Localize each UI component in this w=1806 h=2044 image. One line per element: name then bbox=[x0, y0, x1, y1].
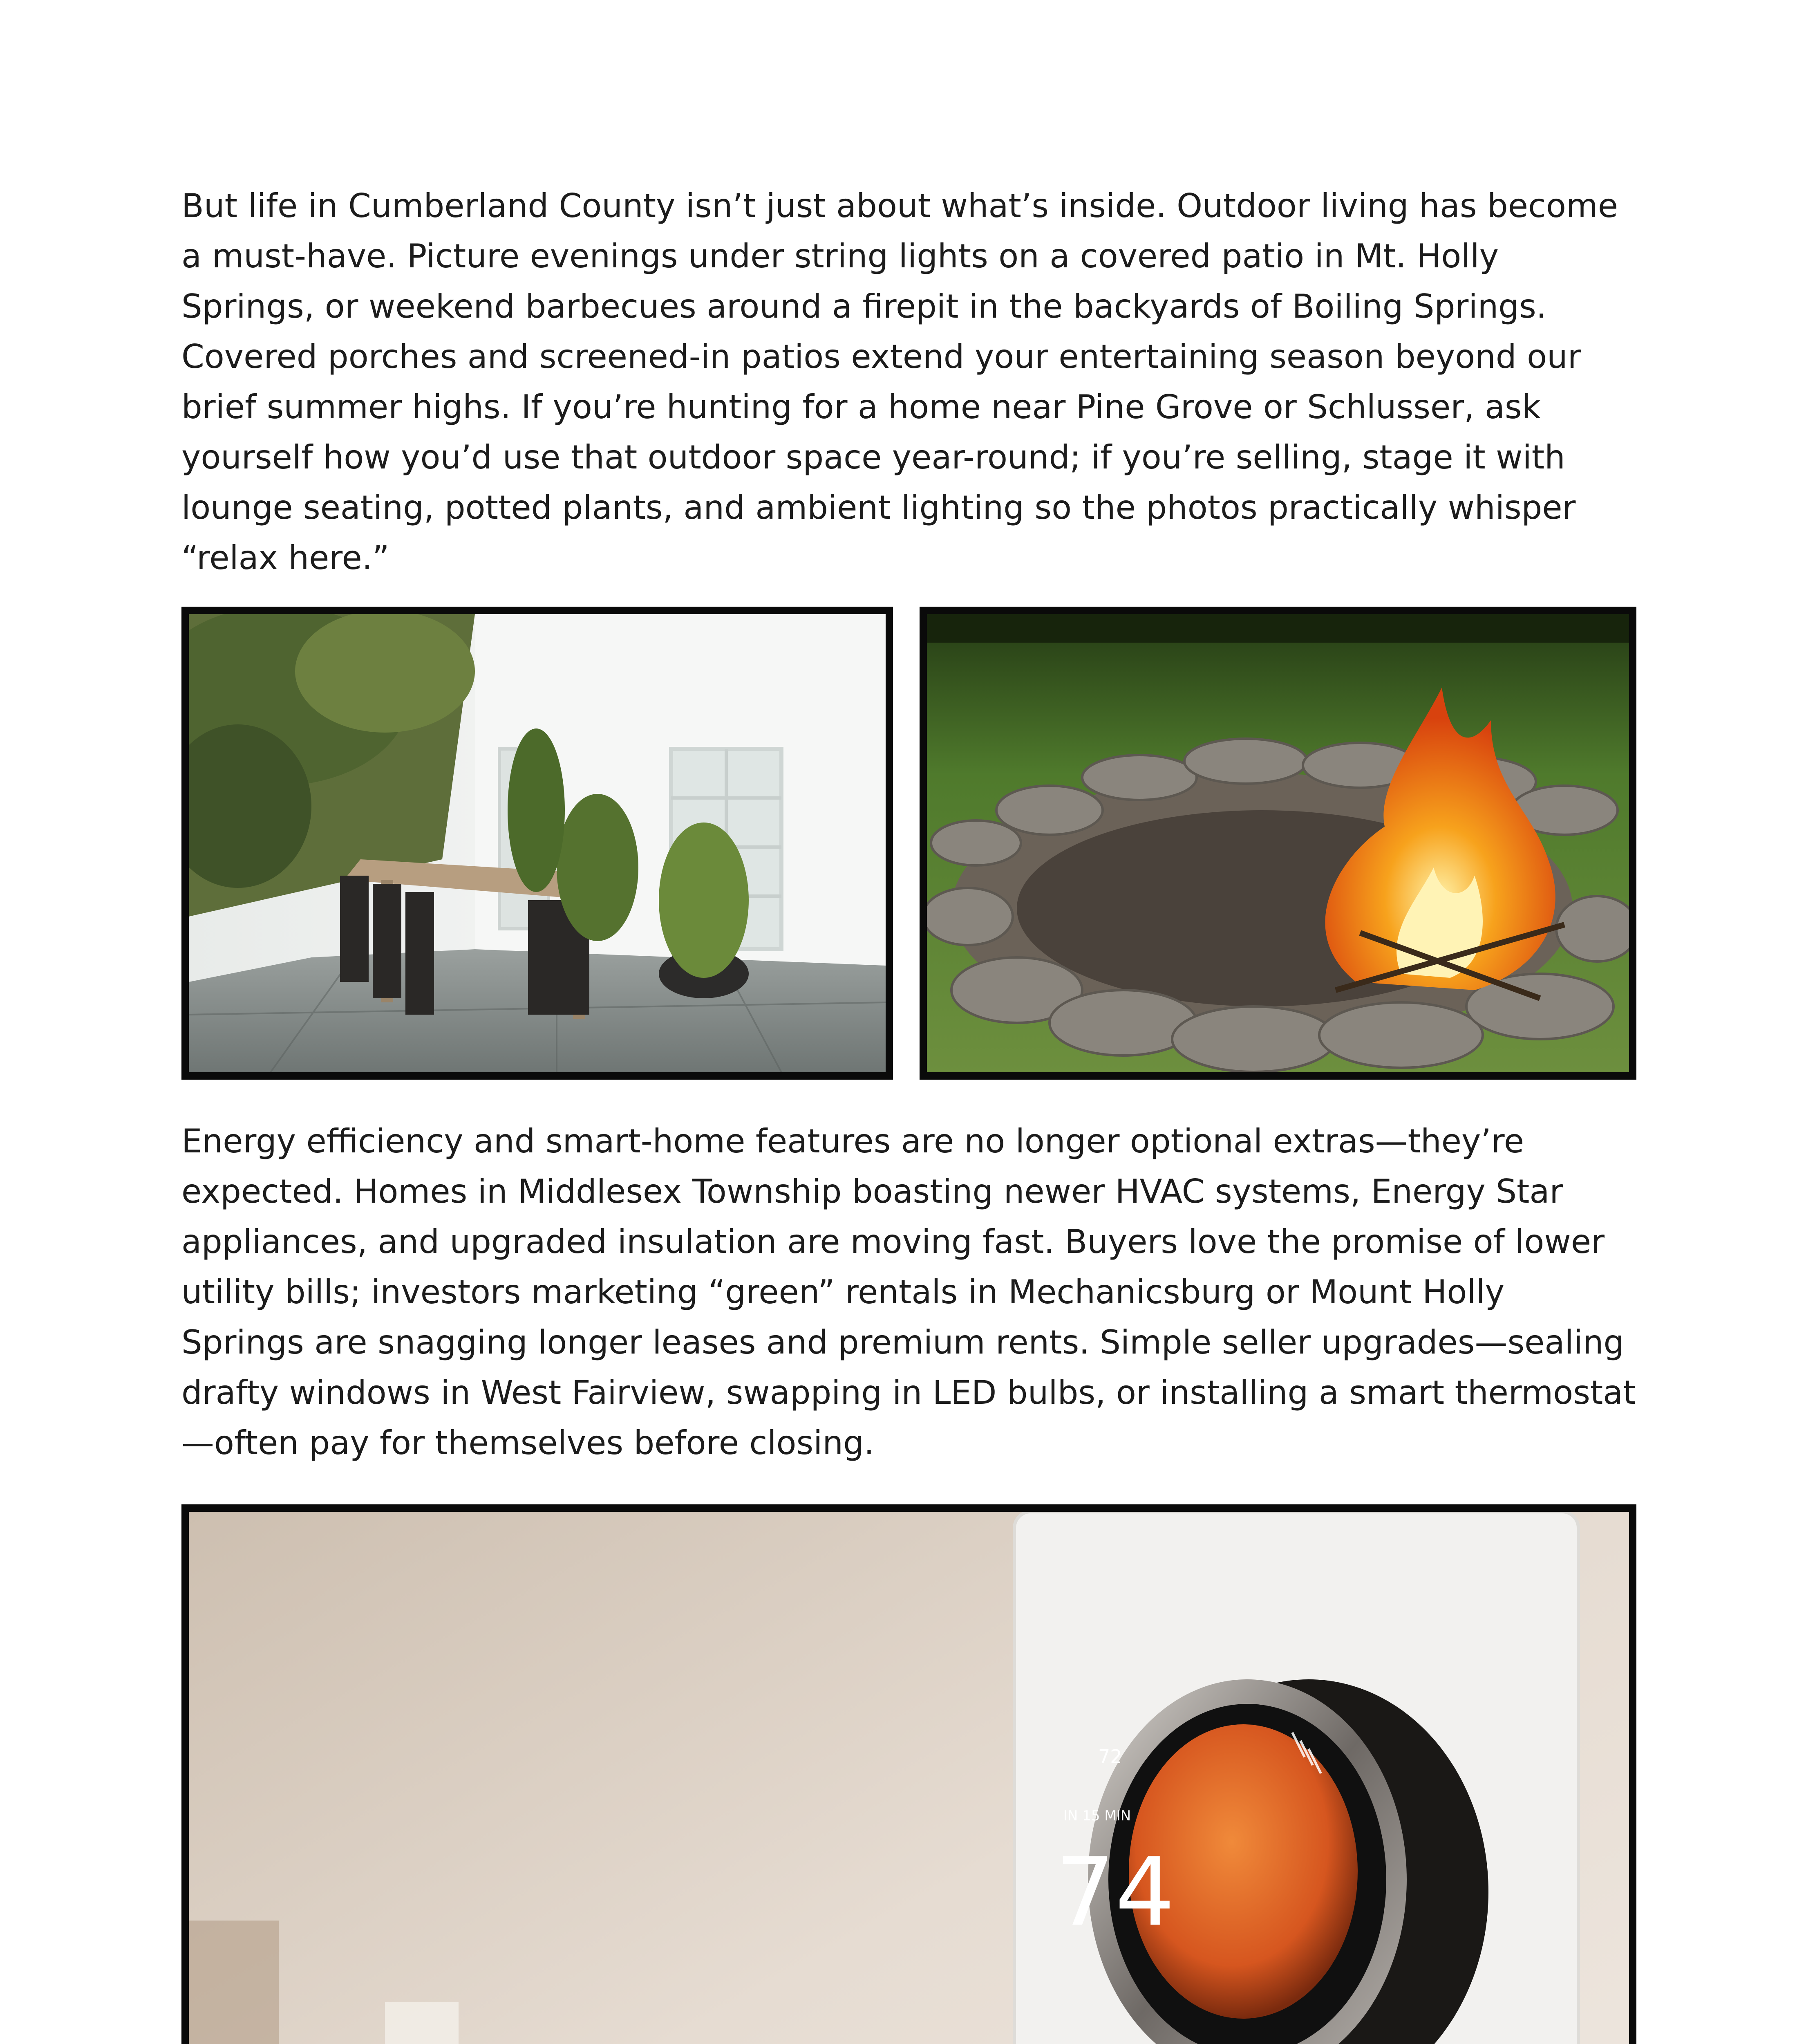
paragraph-outdoor-living: But life in Cumberland County isn’t just about what’s inside. Outdoor living has become a must-have. Picture evenings under string lights on a covered patio in Mt. Holly Springs, or weekend barbecues around a firepit in the backyards of Boiling Springs. Covered porches and screened-in patios extend your entertaining season beyond our brief summer highs. If you’re hunting for a home near Pine Grove or Schlusser, ask yourself how you’d use that outdoor space year-round; if you’re selling, stage it with lounge seating, potted plants, and ambient lighting so the photos practically whisper “relax here.” bbox=[181, 187, 1618, 577]
thermostat-temperature: 74 bbox=[1055, 1838, 1175, 1947]
thermostat-image bbox=[189, 1512, 1629, 2044]
thermostat-photo bbox=[181, 1504, 1636, 2044]
patio-photo bbox=[181, 607, 893, 1080]
paragraph-energy-efficiency: Energy efficiency and smart-home features are no longer optional extras—they’re expected. Homes in Middlesex Township boasting newer HVAC systems, Energy Star appliances, and upgraded insulation are moving fast. Buyers love the promise of lower utility bills; investors marketing “green” rentals in Mechanicsburg or Mount Holly Springs are snagging longer leases and premium rents. Simple seller upgrades—sealing drafty windows in West Fairview, swapping in LED bulbs, or installing a smart thermostat—often pay for themselves before closing. bbox=[181, 1122, 1636, 1462]
thermostat-setpoint: 72 bbox=[1098, 1746, 1122, 1768]
thermostat-status: IN 15 MIN bbox=[1063, 1808, 1131, 1824]
firepit-image bbox=[927, 614, 1629, 1072]
firepit-photo bbox=[920, 607, 1636, 1080]
patio-image bbox=[189, 614, 886, 1072]
